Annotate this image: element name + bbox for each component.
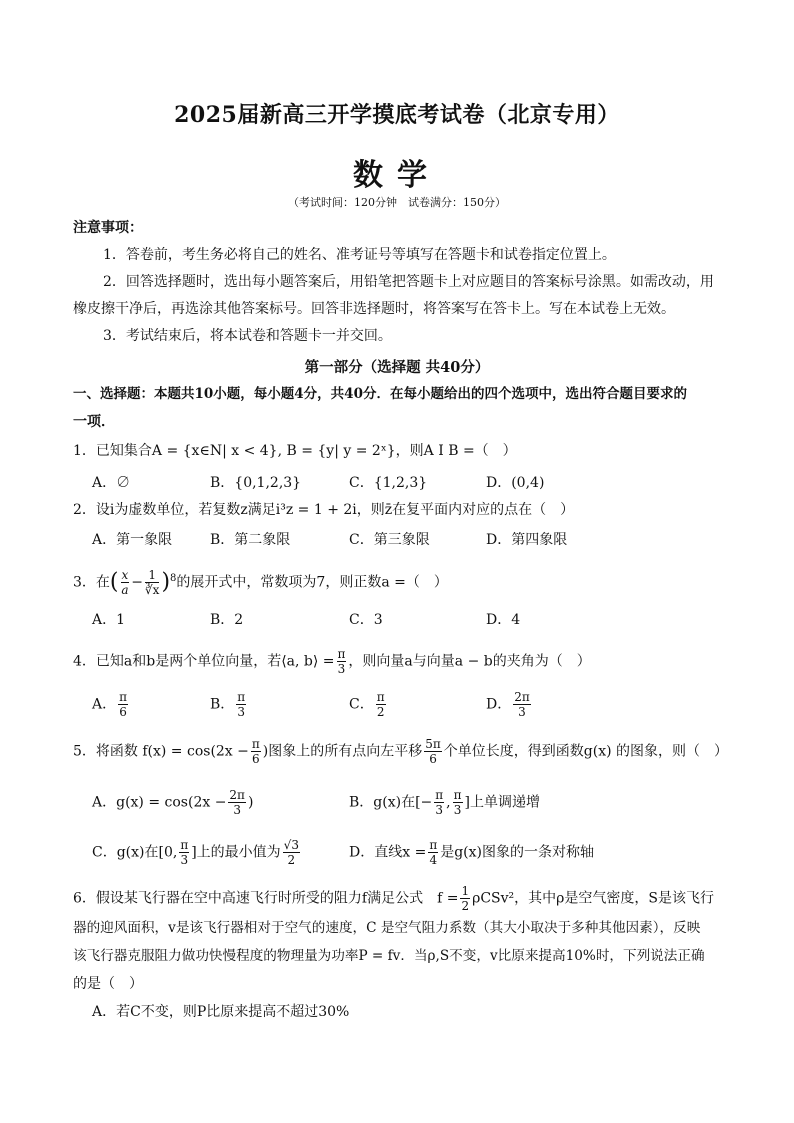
q6-option-a: A．若C不变，则P比原来提高不超过30% — [92, 1004, 350, 1020]
part1-heading: 第一部分（选择题 共40分） — [304, 359, 490, 376]
q1-option-c: C．{1,2,3} — [349, 475, 428, 491]
q3-stem-pre: 3．在 — [73, 574, 110, 591]
q1-option-b: B．{0,1,2,3} — [210, 475, 302, 491]
q1-stem: 1．已知集合A = {x∈N| x < 4}, B = {y| y = 2ˣ}，则A I B =（ ） — [73, 443, 517, 459]
q5-option-a: A．g(x) = cos(2x − $\frac{2\pi}{3}$ ) — [92, 788, 254, 817]
q5-option-c: C．g(x)在[0, $\frac{\pi}{3}$ ]上的最小值为 $\frac{√3}{2}$ — [92, 838, 299, 867]
notice-heading: 注意事项： — [73, 220, 143, 236]
q6-line-3: 该飞行器克服阻力做功快慢程度的物理量为功率P = fv．当ρ,S不变，v比原来提高10%时，下列说法正确 — [73, 948, 705, 964]
q4-option-c: C． $\frac{\pi}{2}$ — [349, 690, 385, 719]
q3-option-a: A．1 — [92, 612, 126, 628]
q6-line-2: 器的迎风面积，v是该飞行器相对于空气的速度，C 是空气阻力系数（其大小取决于多种其他因素），反映 — [73, 920, 701, 936]
q1-option-a: A．∅ — [92, 475, 131, 491]
subject-title: 数学 — [353, 158, 441, 193]
q3-stem: 3．在( $\frac{x}{a}$ − $\frac{1}{∛x}$ )$^8$的展开式中，常数项为7，则正数a =（ ） — [73, 568, 448, 597]
q4-stem-post: ，则向量a与向量a − b的夹角为（ ） — [348, 653, 591, 670]
q3-frac-x-over-a: $\frac{x}{a}$ — [121, 568, 129, 597]
q2-option-b: B．第二象限 — [210, 532, 291, 548]
q2-stem: 2．设i为虚数单位，若复数z满足i³z = 1 + 2i，则z̄在复平面内对应的点在（ ） — [73, 502, 575, 518]
q3-exponent: 8 — [170, 572, 177, 584]
q3-option-c: C．3 — [349, 612, 383, 628]
part1-intro-1: 一、选择题：本题共10小题，每小题4分，共40分．在每小题给出的四个选项中，选出符合题目要求的 — [73, 386, 687, 402]
q1-option-d: D．(0,4) — [486, 475, 545, 491]
q2-option-d: D．第四象限 — [486, 532, 568, 548]
q4-option-d: D． $\frac{2\pi}{3}$ — [486, 690, 530, 719]
q3-frac-1-over-cbrt-x: $\frac{1}{∛x}$ — [145, 568, 160, 597]
q6-line-4: 的是（ ） — [73, 976, 143, 992]
q3-option-b: B．2 — [210, 612, 244, 628]
q2-option-c: C．第三象限 — [349, 532, 430, 548]
q3-option-d: D．4 — [486, 612, 521, 628]
q4-option-a: A． $\frac{\pi}{6}$ — [92, 690, 128, 719]
q5-option-b: B．g(x)在[− $\frac{\pi}{3}$ , $\frac{\pi}{3}$ ]上单调递增 — [349, 788, 540, 817]
exam-title: 2025届新高三开学摸底考试卷（北京专用） — [174, 102, 620, 128]
notice-item-3: 3．考试结束后，将本试卷和答题卡一并交回。 — [103, 328, 392, 344]
paren-close: ) — [161, 569, 171, 595]
q5-stem: 5．将函数 f(x) = cos(2x − $\frac{\pi}{6}$ )图象上的所有点向左平移 $\frac{5\pi}{6}$ 个单位长度，得到函数g(x) 的图象，则（ ） — [73, 737, 729, 766]
q4-option-b: B． $\frac{\pi}{3}$ — [210, 690, 246, 719]
q3-stem-post: 的展开式中，常数项为7，则正数a =（ ） — [176, 574, 448, 591]
q4-stem — [73, 647, 591, 676]
part1-intro-2: 一项． — [73, 414, 115, 430]
q4-stem-pre: 4．已知a和b是两个单位向量，若⟨a, b⟩ = — [73, 653, 335, 670]
paren-open: ( — [109, 569, 119, 595]
notice-item-2: 2．回答选择题时，选出每小题答案后，用铅笔把答题卡上对应题目的答案标号涂黑。如需改动，用 — [103, 274, 714, 290]
q4-angle-frac: $\frac{\pi}{3}$ — [337, 647, 346, 676]
notice-item-2-cont: 橡皮擦干净后，再选涂其他答案标号。回答非选择题时，将答案写在答卡上。写在本试卷上无效。 — [73, 301, 675, 317]
exam-info: （考试时间：120分钟 试卷满分：150分） — [288, 196, 506, 209]
q2-option-a: A．第一象限 — [92, 532, 173, 548]
notice-item-1: 1．答卷前，考生务必将自己的姓名、准考证号等填写在答题卡和试卷指定位置上。 — [103, 247, 616, 263]
q5-option-d: D．直线x = $\frac{\pi}{4}$ 是g(x)图象的一条对称轴 — [349, 838, 594, 867]
q6-line-1: 6．假设某飞行器在空中高速飞行时所受的阻力f满足公式 f = $\frac{1}{2}$ ρCSv²，其中ρ是空气密度，S是该飞行 — [73, 884, 714, 913]
